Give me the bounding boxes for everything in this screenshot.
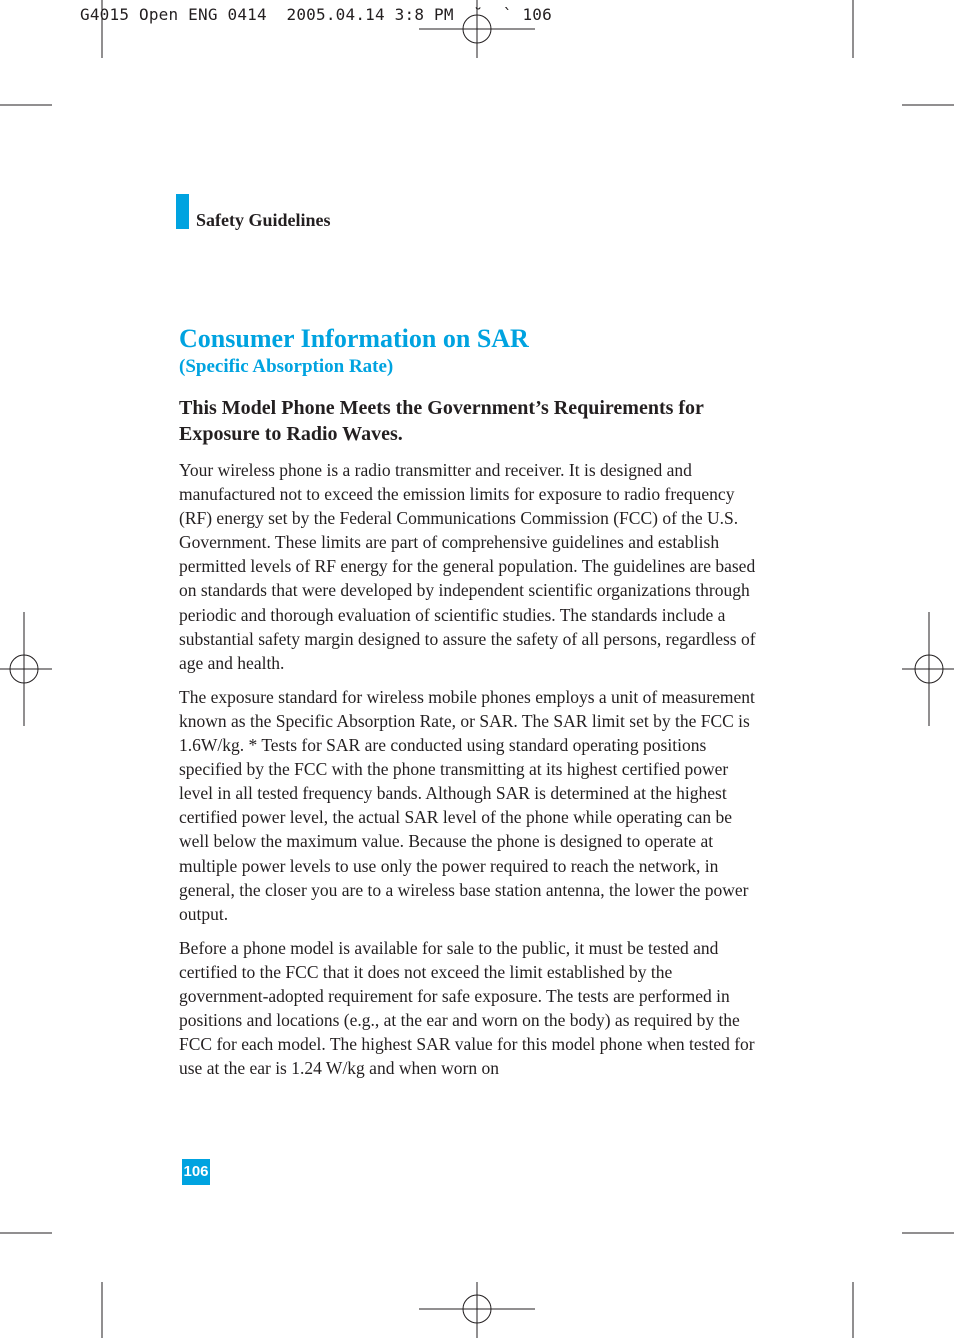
- paragraph: Your wireless phone is a radio transmitter and receiver. It is designed and manufactured not to exceed the emission limits for exposure to radio frequency (RF) energy set by the Federal Communications Commission (FCC) of the U.S. Government. These limits are part of comprehensive guidelines and establish permitted levels of RF energy for the general population. The guidelines are based on standards that were developed by independent scientific organizations through periodic and thorough evaluation of scientific studies. The standards include a substantial safety margin designed to assure the safety of all persons, regardless of age and health.: [179, 460, 756, 673]
- paragraph: The exposure standard for wireless mobile phones employs a unit of measurement known as the Specific Absorption Rate, or SAR. The SAR limit set by the FCC is 1.6W/kg. * Tests for SAR are conducted using standard operating positions specified by the FCC with the phone transmitting at its highest certified power level in all tested frequency bands. Although SAR is determined at the highest certified power level, the actual SAR level of the phone while operating can be well below the maximum value. Because the phone is designed to operate at multiple power levels to use only the power required to reach the network, in general, the closer you are to a wireless base station antenna, the lower the power output.: [179, 686, 755, 924]
- page-number-badge: 106: [182, 1159, 210, 1185]
- section-heading: This Model Phone Meets the Government’s Requirements for Exposure to Radio Waves.: [179, 397, 704, 445]
- paragraph: Before a phone model is available for sale to the public, it must be tested and certified to the FCC that it does not exceed the limit established by the government-adopted requirement for safe exposure. The tests are performed in positions and locations (e.g., at the ear and worn on the body) as required by the FCC for each model. The highest SAR value for this model phone when tested for use at the ear is 1.24 W/kg and when worn on: [179, 937, 755, 1079]
- section-label: Safety Guidelines: [196, 210, 331, 230]
- section-marker-bar: [176, 194, 189, 229]
- body-text: [179, 458, 764, 1090]
- page-subtitle: (Specific Absorption Rate): [179, 356, 394, 377]
- print-slug-line: G4015 Open ENG 0414 2005.04.14 3:8 PM ˘ ` 106: [80, 5, 552, 24]
- page-title: Consumer Information on SAR: [179, 324, 529, 353]
